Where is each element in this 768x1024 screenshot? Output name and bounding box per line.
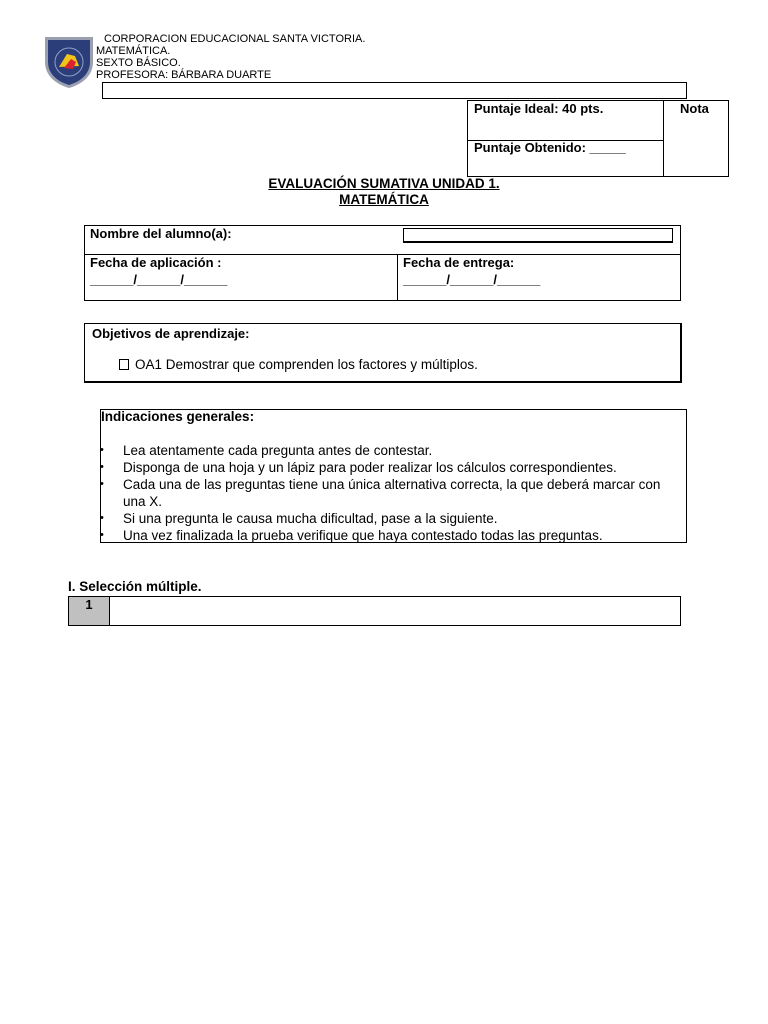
ideal-score-label: Puntaje Ideal: 40 pts. xyxy=(474,101,604,116)
application-date-blank[interactable]: ______/______/______ xyxy=(90,272,228,287)
student-info-table xyxy=(84,225,681,301)
grade-line: SEXTO BÁSICO. xyxy=(96,57,181,69)
score-divider-vertical xyxy=(663,101,664,176)
bullet-icon: • xyxy=(100,478,104,490)
instruction-item: • Disponga de una hoja y un lápiz para poder realizar los cálculos correspondientes. xyxy=(100,460,617,475)
exam-title: EVALUACIÓN SUMATIVA UNIDAD 1. xyxy=(268,176,500,191)
question-row xyxy=(68,596,681,626)
header-blank-box xyxy=(102,82,687,99)
instruction-item: • Lea atentamente cada pregunta antes de contestar. xyxy=(100,443,433,458)
instruction-item: • Si una pregunta le causa mucha dificultad, pase a la siguiente. xyxy=(100,511,498,526)
question-number: 1 xyxy=(69,597,110,625)
subject-line: MATEMÁTICA. xyxy=(96,45,171,57)
instruction-item: • Una vez finalizada la prueba verifique que haya contestado todas las preguntas. xyxy=(100,528,603,543)
instruction-item: • Cada una de las preguntas tiene una única alternativa correcta, la que deberá marcar con una X. xyxy=(100,477,661,509)
student-name-label: Nombre del alumno(a): xyxy=(90,226,232,241)
checkbox-icon xyxy=(119,359,129,370)
bullet-icon: • xyxy=(100,529,104,541)
score-table xyxy=(467,100,729,177)
student-name-field[interactable] xyxy=(403,228,673,243)
objective-text: OA1 Demostrar que comprenden los factores y múltiplos. xyxy=(135,357,478,372)
obtained-score-label: Puntaje Obtenido: _____ xyxy=(474,140,626,155)
instructions-heading: Indicaciones generales: xyxy=(101,409,255,424)
delivery-date-blank[interactable]: ______/______/______ xyxy=(403,272,541,287)
objective-item xyxy=(119,357,478,372)
instructions-list xyxy=(100,442,685,544)
school-name: CORPORACION EDUCACIONAL SANTA VICTORIA. xyxy=(104,33,366,45)
bullet-icon: • xyxy=(100,444,104,456)
grade-label: Nota xyxy=(680,101,709,116)
bullet-icon: • xyxy=(100,512,104,524)
school-crest-icon xyxy=(40,32,98,90)
student-col-divider xyxy=(397,254,398,300)
bullet-icon: • xyxy=(100,461,104,473)
school-logo xyxy=(40,32,98,90)
teacher-line: PROFESORA: BÁRBARA DUARTE xyxy=(96,69,272,81)
objectives-heading: Objetivos de aprendizaje: xyxy=(92,326,250,341)
exam-subtitle: MATEMÁTICA xyxy=(339,192,429,207)
section-heading: I. Selección múltiple. xyxy=(68,579,202,594)
delivery-date-label: Fecha de entrega: xyxy=(403,255,515,270)
objectives-box xyxy=(84,323,682,383)
application-date-label: Fecha de aplicación : xyxy=(90,255,222,270)
